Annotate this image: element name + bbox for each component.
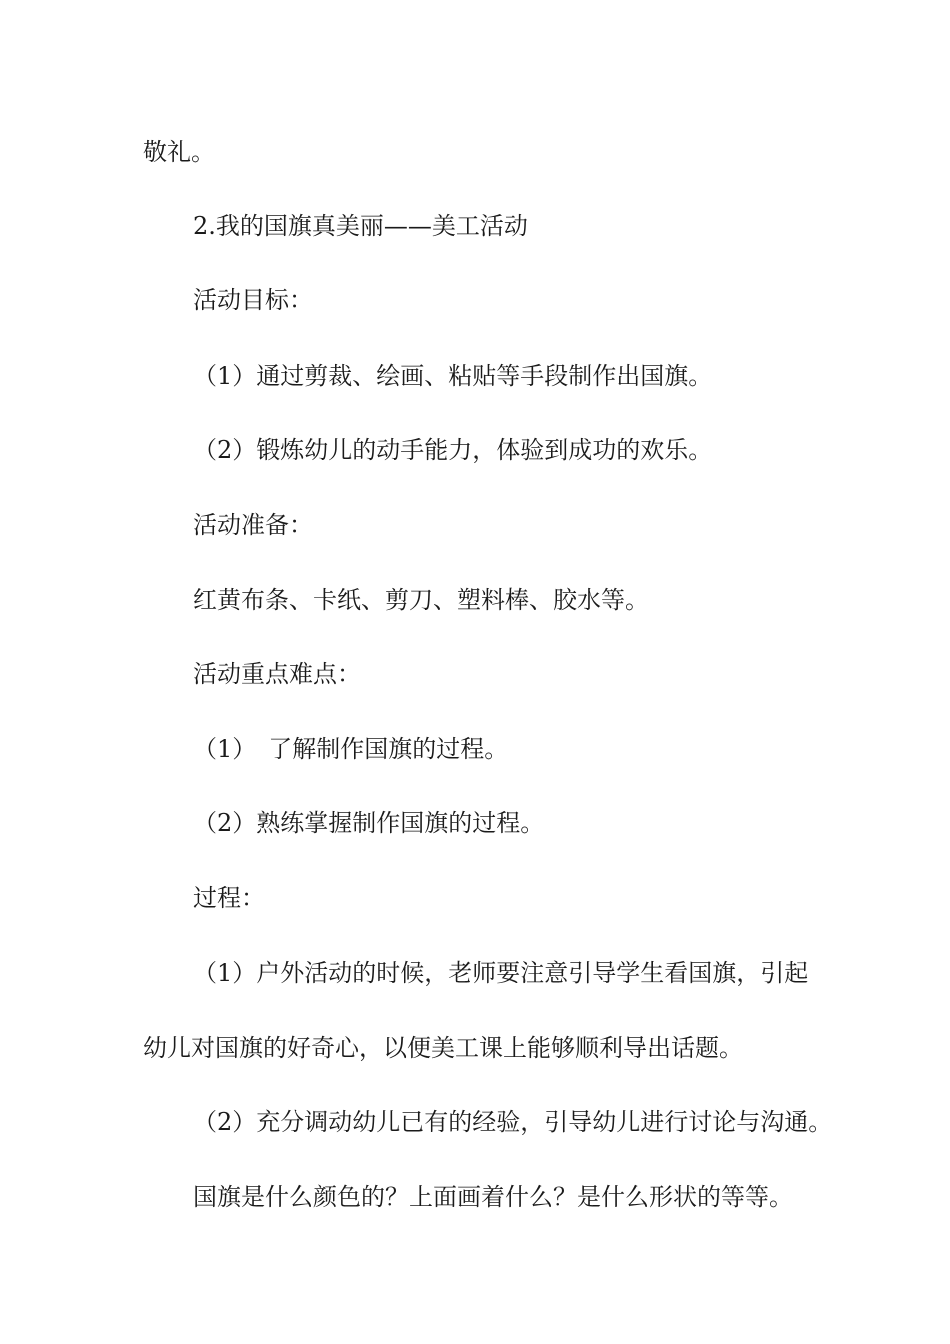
list-item: （1）户外活动的时候，老师要注意引导学生看国旗，引起 bbox=[193, 959, 809, 987]
list-item: （1） 了解制作国旗的过程。 bbox=[193, 735, 509, 763]
paragraph-line: 敬礼。 bbox=[143, 138, 215, 166]
list-item: （1）通过剪裁、绘画、粘贴等手段制作出国旗。 bbox=[193, 362, 713, 390]
paragraph-line: 国旗是什么颜色的？上面画着什么？是什么形状的等等。 bbox=[193, 1183, 793, 1211]
subheading-goals: 活动目标： bbox=[193, 286, 313, 314]
paragraph-line: 幼儿对国旗的好奇心，以便美工课上能够顺利导出话题。 bbox=[143, 1034, 743, 1062]
subheading-preparation: 活动准备： bbox=[193, 511, 313, 539]
section-heading: 2.我的国旗真美丽——美工活动 bbox=[193, 212, 528, 240]
subheading-process: 过程： bbox=[193, 884, 265, 912]
list-item: （2）熟练掌握制作国旗的过程。 bbox=[193, 809, 545, 837]
subheading-key-points: 活动重点难点： bbox=[193, 660, 361, 688]
list-item: （2）锻炼幼儿的动手能力，体验到成功的欢乐。 bbox=[193, 436, 713, 464]
paragraph-line: 红黄布条、卡纸、剪刀、塑料棒、胶水等。 bbox=[193, 586, 649, 614]
list-item: （2）充分调动幼儿已有的经验，引导幼儿进行讨论与沟通。 bbox=[193, 1108, 833, 1136]
